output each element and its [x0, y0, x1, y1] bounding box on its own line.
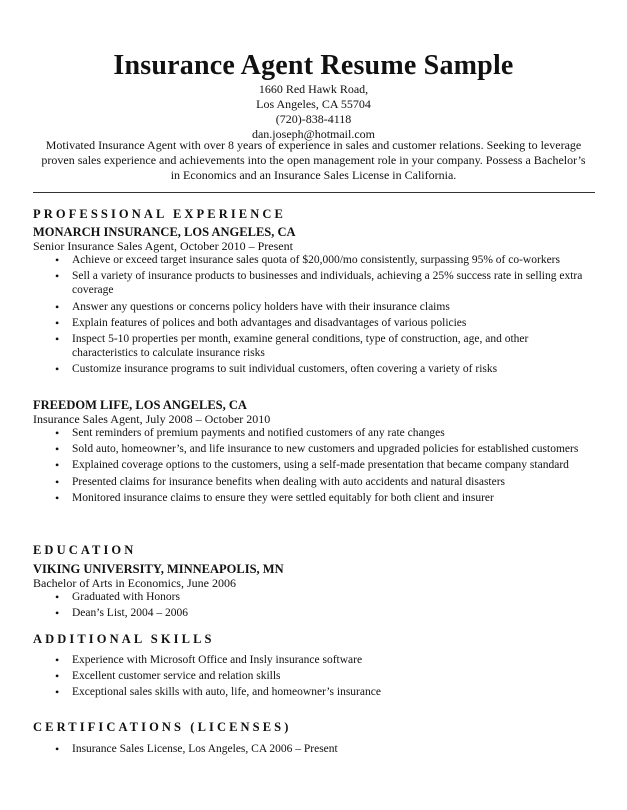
list-item: • Explain features of polices and both advantages and disadvantages of various policies: [55, 316, 595, 330]
header-divider: [33, 192, 595, 193]
employer-name: MONARCH INSURANCE, LOS ANGELES, CA: [33, 225, 296, 239]
section-heading-skills: ADDITIONAL SKILLS: [33, 632, 215, 646]
list-item: • Monitored insurance claims to ensure they were settled equitably for both client and insurer: [55, 491, 595, 505]
school-name: VIKING UNIVERSITY, MINNEAPOLIS, MN: [33, 562, 284, 576]
job-role: Senior Insurance Sales Agent, October 2010 – Present: [33, 239, 293, 253]
list-item: • Explained coverage options to the customers, using a self-made presentation that became company standard: [55, 458, 595, 472]
list-item: • Dean’s List, 2004 – 2006: [55, 606, 595, 620]
list-item: • Achieve or exceed target insurance sales quota of $20,000/mo consistently, surpassing 95% of co-workers: [55, 253, 595, 267]
certifications-bullet-list: [55, 742, 595, 758]
summary-paragraph: Motivated Insurance Agent with over 8 years of experience in sales and customer relations. Seeking to leverage proven sales experience and achievements into the open management role in your company. Possess a Bachelor’s in Economics and an Insurance Sales License in California.: [41, 138, 586, 182]
list-item: • Customize insurance programs to suit individual customers, often covering a variety of risks: [55, 362, 595, 376]
list-item: • Excellent customer service and relation skills: [55, 669, 595, 683]
list-item: • Sold auto, homeowner’s, and life insurance to new customers and upgraded policies for established customers: [55, 442, 595, 456]
list-item: • Presented claims for insurance benefits when dealing with auto accidents and natural disasters: [55, 475, 595, 489]
phone-number: (720)-838-4118: [275, 112, 352, 126]
section-heading-education: EDUCATION: [33, 543, 137, 557]
address-line-1: 1660 Red Hawk Road,: [258, 82, 369, 96]
education-bullet-list: [55, 590, 595, 622]
contact-block: [0, 82, 627, 142]
list-item: • Experience with Microsoft Office and Insly insurance software: [55, 653, 595, 667]
section-heading-certifications: CERTIFICATIONS (LICENSES): [33, 720, 292, 734]
list-item: • Graduated with Honors: [55, 590, 595, 604]
section-heading-experience: PROFESSIONAL EXPERIENCE: [33, 207, 286, 221]
job-role: Insurance Sales Agent, July 2008 – October 2010: [33, 412, 271, 426]
skills-bullet-list: [55, 653, 595, 702]
address-line-2: Los Angeles, CA 55704: [256, 97, 371, 111]
job-bullet-list: [55, 426, 595, 507]
list-item: • Sent reminders of premium payments and notified customers of any rate changes: [55, 426, 595, 440]
job-bullet-list: [55, 253, 595, 379]
resume-title: Insurance Agent Resume Sample: [113, 50, 514, 81]
list-item: • Exceptional sales skills with auto, life, and homeowner’s insurance: [55, 685, 595, 699]
list-item: • Answer any questions or concerns policy holders have with their insurance claims: [55, 300, 595, 314]
email-address: dan.joseph@hotmail.com: [251, 127, 376, 141]
list-item: • Inspect 5-10 properties per month, examine general conditions, type of construction, age, and other characteristics to calculate insurance risks: [55, 332, 595, 360]
degree: Bachelor of Arts in Economics, June 2006: [33, 576, 236, 590]
list-item: • Insurance Sales License, Los Angeles, CA 2006 – Present: [55, 742, 595, 756]
employer-name: FREEDOM LIFE, LOS ANGELES, CA: [33, 398, 247, 412]
list-item: • Sell a variety of insurance products to businesses and individuals, achieving a 25% success rate in selling extra coverage: [55, 269, 595, 297]
